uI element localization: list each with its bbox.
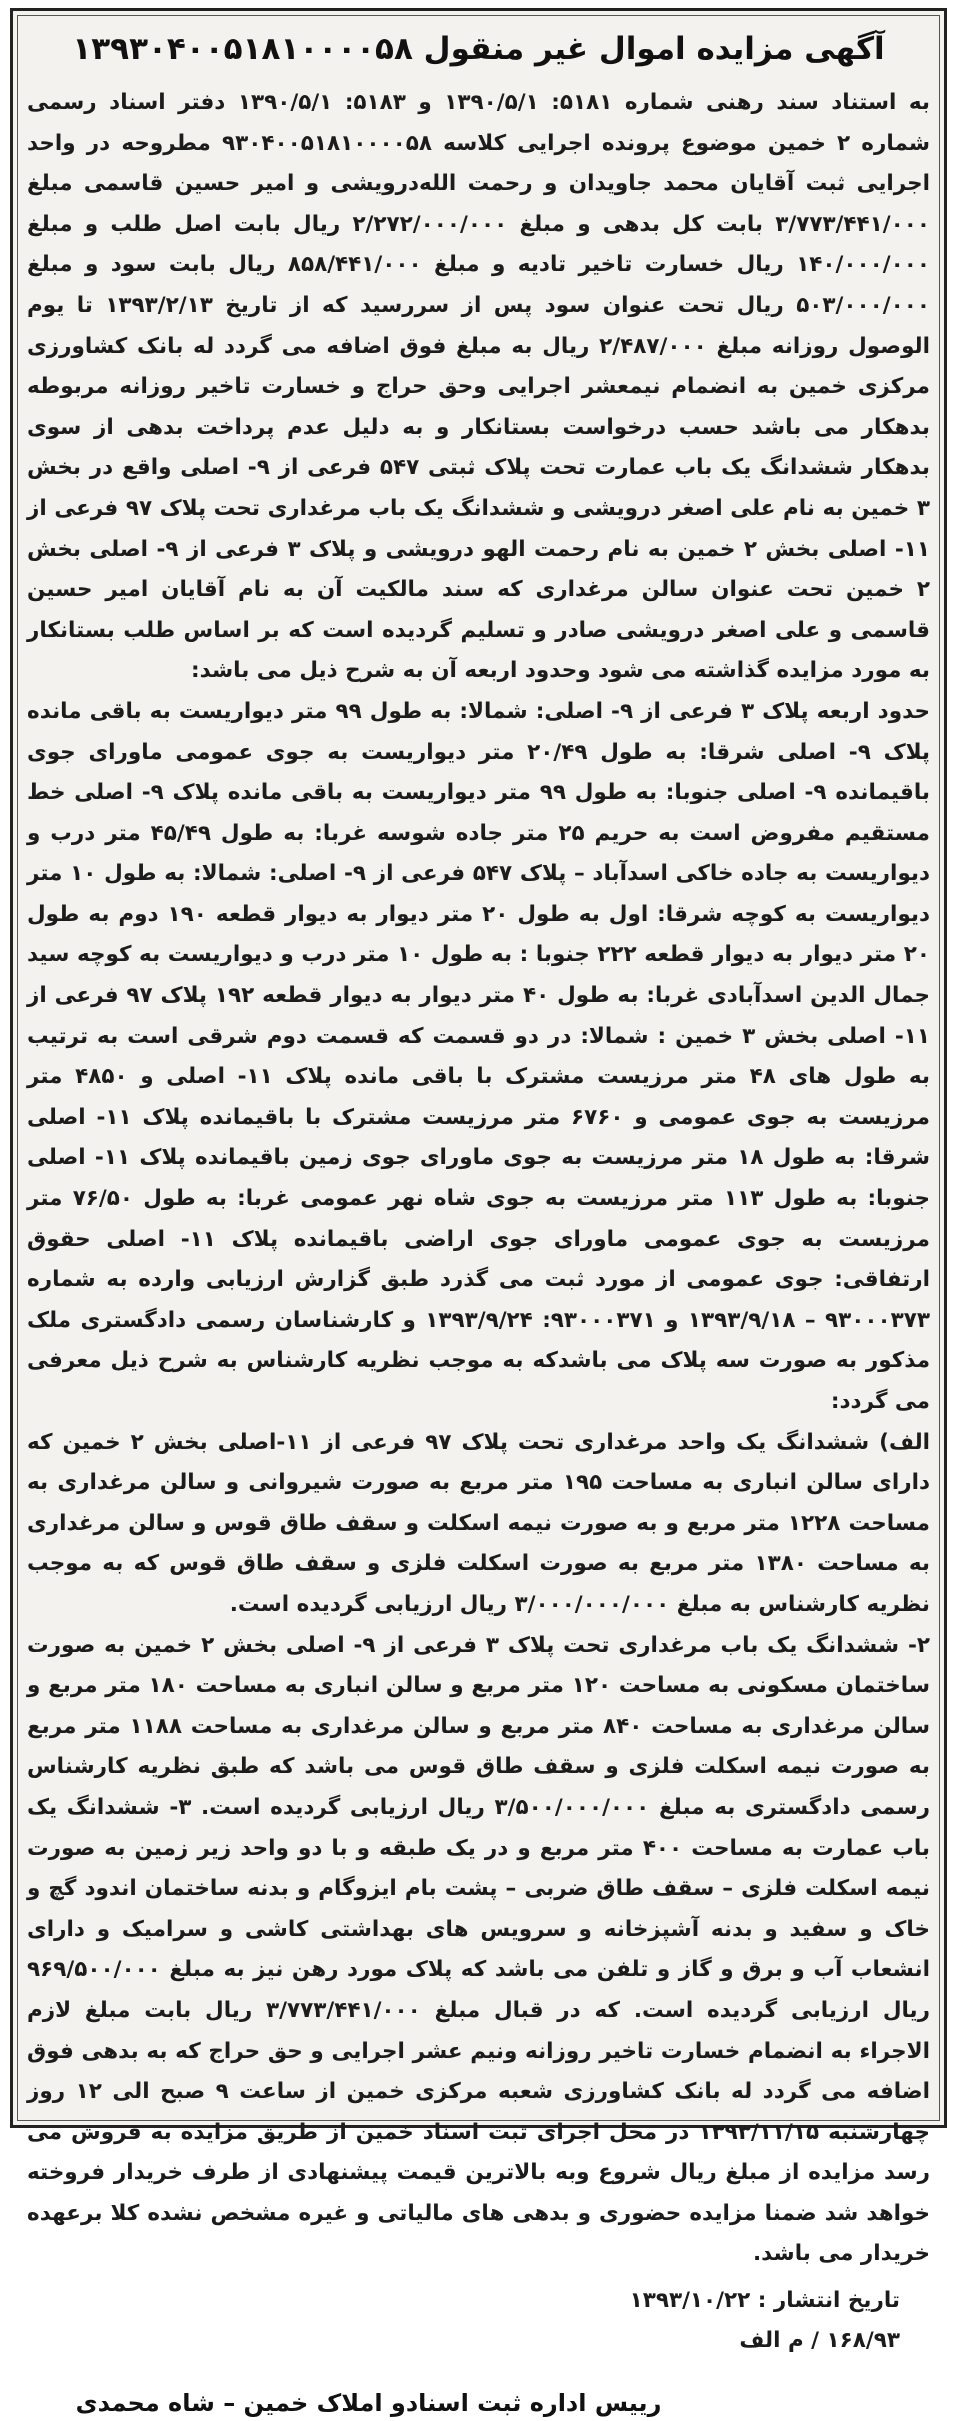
paragraph-boundaries: حدود اربعه پلاک ۳ فرعی از ۹- اصلی: شمالا: به طول ۹۹ متر دیواریست به باقی مانده پلاک ۹- اصلی شرقا: به طول ۲۰/۴۹ متر دیواریست به جوی عمومی ماورای جوی باقیمانده ۹- اصلی جنوبا: به طول ۹۹ متر دیواریست به باقی مانده پلاک ۹- اصلی خط مستقیم مفروض است به حریم ۲۵ متر جاده شوسه غربا: به طول ۴۵/۴۹ متر درب و دیواریست به جاده خاکی اسدآباد – پلاک ۵۴۷ فرعی از ۹- اصلی: شمالا: به طول ۱۰ متر دیواریست به کوچه شرقا: اول به طول ۲۰ متر دیوار به دیوار قطعه ۱۹۰ دوم به طول ۲۰ متر دیوار به دیوار قطعه ۲۲۲ جنوبا : به طول ۱۰ متر درب و دیواریست به کوچه سید جمال الدین اسدآبادی غربا: به طول ۴۰ متر دیوار به دیوار قطعه ۱۹۲ پلاک ۹۷ فرعی از ۱۱- اصلی بخش ۳ خمین : شمالا: در دو قسمت که قسمت دوم شرقی است به ترتیب به طول های ۴۸ متر مرزیست مشترک با باقی مانده پلاک ۱۱- اصلی و ۴۸۵۰ متر مرزیست به جوی عمومی و ۶۷۶۰ متر مرزیست مشترک با باقیمانده پلاک ۱۱- اصلی شرقا: به طول ۱۸ متر مرزیست به جوی ماورای جوی زمین باقیمانده پلاک ۱۱- اصلی جنوبا: به طول ۱۱۳ متر مرزیست به جوی شاه نهر عمومی غربا: به طول ۷۶/۵۰ متر مرزیست به جوی عمومی ماورای جوی اراضی باقیمانده پلاک ۱۱- اصلی حقوق ارتفاقی: جوی عمومی از مورد ثبت می گذرد طبق گزارش ارزیابی وارده به شماره ۹۳۰۰۰۳۷۳ – ۱۳۹۳/۹/۱۸ و ۹۳۰۰۰۳۷۱: ۱۳۹۳/۹/۲۴ و کارشناسان رسمی دادگستری ملک مذکور به صورت سه پلاک می باشدکه به موجب نظریه کارشناس به شرح ذیل معرفی می گردد:	[27, 698, 931, 1414]
notice-body	[27, 83, 930, 2275]
publish-date-label: تاریخ انتشار :	[757, 2288, 900, 2314]
notice-title: آگهی مزایده اموال غیر منقول ۱۳۹۳۰۴۰۰۵۱۸۱۰۰۰۰۵۸	[72, 31, 885, 67]
paragraph-items-2-3: ۲- ششدانگ یک باب مرغداری تحت پلاک ۳ فرعی از ۹- اصلی بخش ۲ خمین به صورت ساختمان مسکونی به مساحت ۱۲۰ متر مربع و سالن انباری به مساحت ۱۸۰ متر مربع و سالن مرغداری به مساحت ۸۴۰ متر مربع و سالن مرغداری به مساحت ۱۱۸۸ متر مربع به صورت نیمه اسکلت فلزی و سقف طاق قوس می باشد که طبق نظریه کارشناس رسمی دادگستری به مبلغ ۳/۵۰۰/۰۰۰/۰۰۰ ریال ارزیابی گردیده است. ۳- ششدانگ یک باب عمارت به مساحت ۴۰۰ متر مربع و در یک طبقه و با دو واحد زیر زمین به صورت نیمه اسکلت فلزی – سقف طاق ضربی – پشت بام ایزوگام و بدنه ساختمان اندود گچ و خاک و سفید و بدنه آشپزخانه و سرویس های بهداشتی کاشی و سرامیک و دارای انشعاب آب و برق و گاز و تلفن می باشد که پلاک مورد رهن نیز به مبلغ ۹۶۹/۵۰۰/۰۰۰ ریال ارزیابی گردیده است. که در قبال مبلغ ۳/۷۷۳/۴۴۱/۰۰۰ ریال بابت مبلغ لازم الاجراء به انضمام خسارت تاخیر روزانه ونیم عشر اجرایی و حق حراج که به بدهی فوق اضافه می گردد له بانک کشاورزی شعبه مرکزی خمین از ساعت ۹ صبح الی ۱۲ روز چهارشنبه ۱۳۹۳/۱۱/۱۵ در محل اجرای ثبت اسناد خمین از طریق مزایده به فروش می رسد مزایده از مبلغ ریال شروع وبه بالاترین قیمت پیشنهادی از طرف خریدار فروخته خواهد شد ضمنا مزایده حضوری و بدهی های مالیاتی و غیره مشخص نشده کلا برعهده خریدار می باشد.	[27, 1632, 931, 2267]
notice-footer	[27, 2281, 930, 2361]
paragraph-intro: به استناد سند رهنی شماره ۵۱۸۱: ۱۳۹۰/۵/۱ و ۵۱۸۳: ۱۳۹۰/۵/۱ دفتر اسناد رسمی شماره ۲ خمین موضوع پرونده اجرایی کلاسه ۹۳۰۴۰۰۵۱۸۱۰۰۰۰۵۸ مطروحه در واحد اجرایی ثبت آقایان محمد جاویدان و رحمت الله‌درویشی و امیر حسین قاسمی مبلغ ۳/۷۷۳/۴۴۱/۰۰۰ بابت کل بدهی و مبلغ ۲/۲۷۲/۰۰۰/۰۰۰ ریال بابت اصل طلب و مبلغ ۱۴۰/۰۰۰/۰۰۰ ریال خسارت تاخیر تادیه و مبلغ ۸۵۸/۴۴۱/۰۰۰ ریال بابت سود و مبلغ ۵۰۳/۰۰۰/۰۰۰ ریال تحت عنوان سود پس از سررسید که از تاریخ ۱۳۹۳/۲/۱۳ تا یوم الوصول روزانه مبلغ ۲/۴۸۷/۰۰۰ ریال به مبلغ فوق اضافه می گردد له بانک کشاورزی مرکزی خمین به انضمام نیمعشر اجرایی وحق حراج و خسارت تاخیر روزانه مربوطه بدهکار می باشد حسب درخواست بستانکار و به دلیل عدم پرداخت بدهی از سوی بدهکار ششدانگ یک باب عمارت تحت پلاک ثبتی ۵۴۷ فرعی از ۹- اصلی واقع در بخش ۳ خمین به نام علی اصغر درویشی و ششدانگ یک باب مرغداری تحت پلاک ۹۷ فرعی از ۱۱- اصلی بخش ۲ خمین به نام رحمت الهو درویشی و پلاک ۳ فرعی از ۹- اصلی بخش ۲ خمین تحت عنوان سالن مرغداری که سند مالکیت آن به نام آقایان امیر حسین قاسمی و علی اصغر درویشی صادر و تسلیم گردیده است که بر اساس طلب بستانکار به مورد مزایده گذاشته می شود وحدود اربعه آن به شرح ذیل می باشد:	[27, 90, 931, 684]
signature: رییس اداره ثبت اسنادو املاک خمین – شاه محمدی	[75, 2389, 662, 2418]
publish-date-line	[27, 2281, 930, 2321]
publish-date: ۱۳۹۳/۱۰/۲۲	[629, 2288, 751, 2314]
auction-notice	[10, 8, 947, 2418]
paragraph-item-a: الف) ششدانگ یک واحد مرغداری تحت پلاک ۹۷ فرعی از ۱۱-اصلی بخش ۲ خمین که دارای سالن انباری به مساحت ۱۹۵ متر مربع به صورت شیروانی و سالن مرغداری به مساحت ۱۲۲۸ متر مربع و به صورت نیمه اسکلت و سقف طاق قوس و سالن مرغداری به مساحت ۱۳۸۰ متر مربع به صورت اسکلت فلزی و سقف طاق قوس که به موجب نظریه کارشناس به مبلغ ۳/۰۰۰/۰۰۰/۰۰۰ ریال ارزیابی گردیده است.	[27, 1429, 931, 1617]
reference-number: ۱۶۸/۹۳ / م الف	[739, 2328, 900, 2354]
